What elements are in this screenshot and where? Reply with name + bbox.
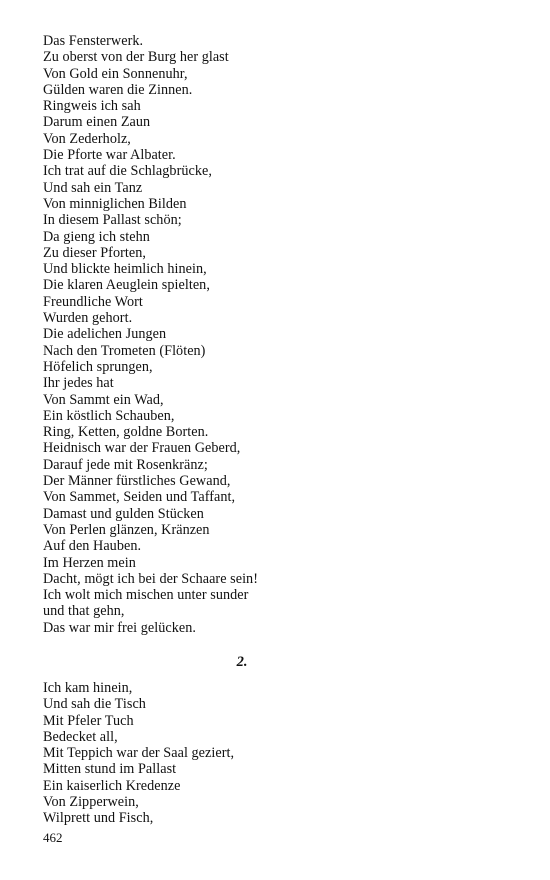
poem-line: Höfelich sprungen, [43,358,153,375]
poem-line: Auf den Hauben. [43,538,142,555]
poem-line: Heidnisch war der Frauen Geberd, [43,440,241,457]
poem-line: Freundliche Wort [43,293,143,310]
poem-line: Im Herzen mein [43,554,136,571]
poem-line: Mitten stund im Pallast [43,761,177,778]
poem-line: Von minniglichen Bilden [43,195,187,212]
poem-line: Die Pforte war Albater. [43,147,176,164]
poem-line: Ich wolt mich mischen unter sunder [43,587,249,604]
poem-line: Ring, Ketten, goldne Borten. [43,424,209,441]
poem-line: Wilprett und Fisch, [43,810,154,827]
poem-line: Wurden gehort. [43,310,133,327]
poem-line: Das Fensterwerk. [43,33,144,49]
poem-line: In diesem Pallast schön; [43,212,182,229]
section-number: 2. [236,654,248,670]
poem-line: Und blickte heimlich hinein, [43,261,207,278]
poem-line: Nach den Trometen (Flöten) [43,342,206,359]
poem-line: Ich trat auf die Schlagbrücke, [43,163,212,180]
poem-line: Von Gold ein Sonnenuhr, [43,65,188,82]
poem-line: Gülden waren die Zinnen. [43,81,193,98]
poem-line: Damast und gulden Stücken [43,505,204,522]
poem-line: Ein kaiserlich Kredenze [43,777,181,794]
page-number: 462 [43,830,63,845]
poem-line: Und sah die Tisch [43,696,146,713]
poem-line: Ich kam hinein, [43,680,133,696]
poem-line: Zu dieser Pforten, [43,244,146,261]
poem-line: Ein köstlich Schauben, [43,407,175,424]
poem-line: und that gehn, [43,603,125,620]
poem-line: Und sah ein Tanz [43,179,143,196]
poem-line: Mit Pfeler Tuch [43,712,134,729]
poem-line: Darauf jede mit Rosenkränz; [43,456,208,473]
poem-line: Bedecket all, [43,728,118,745]
poem-stanza-2 [43,680,513,827]
poem-line: Von Perlen glänzen, Kränzen [43,521,210,538]
poem-line: Die klaren Aeuglein spielten, [43,277,210,294]
poem-line: Ihr jedes hat [43,375,114,392]
poem-line: Ringweis ich sah [43,98,141,115]
poem-line: Mit Teppich war der Saal geziert, [43,745,235,762]
poem-line: Von Zipperwein, [43,794,139,811]
poem-line: Darum einen Zaun [43,114,151,131]
poem-line: Da gieng ich stehn [43,228,150,245]
poem-line: Von Sammt ein Wad, [43,391,164,408]
poem-line: Von Sammet, Seiden und Taffant, [43,489,236,506]
poem-line: Zu oberst von der Burg her glast [43,49,229,66]
poem-line: Von Zederholz, [43,130,131,147]
poem-line: Dacht, mögt ich bei der Schaare sein! [43,570,258,587]
poem-line: Der Männer fürstliches Gewand, [43,473,231,490]
poem-line: Die adelichen Jungen [43,326,167,343]
poem-stanza-1 [43,33,513,636]
poem-line: Das war mir frei gelücken. [43,619,196,636]
